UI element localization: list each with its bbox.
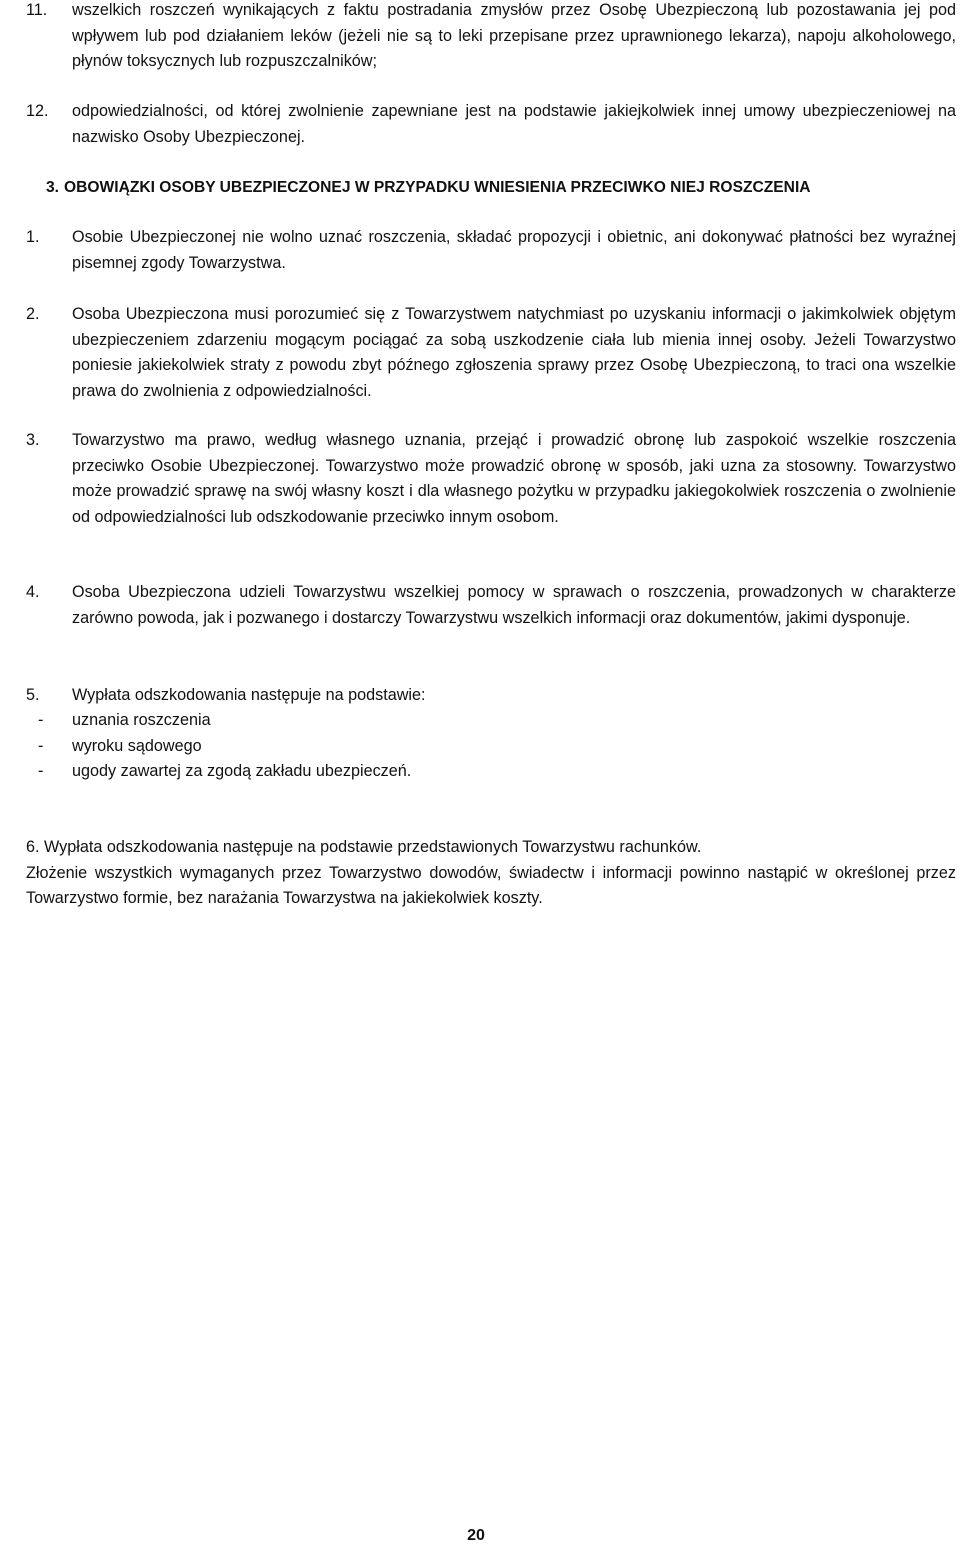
item-number: 5.: [26, 686, 40, 704]
exclusion-item-11: [26, 0, 956, 75]
item-number: 1.: [26, 228, 40, 246]
list-item: [38, 734, 638, 760]
item-number: 3.: [26, 431, 40, 449]
item-text: Towarzystwo ma prawo, według własnego uznania, przejąć i prowadzić obronę lub zaspokoić wszelkie roszczenia przeciwko Osobie Ubezpieczonej. Towarzystwo może prowadzić obronę w sposób, jaki uzna za stosowny. Towarzystwo może prowadzić sprawę na swój własny koszt i dla własnego pożytku w przypadku jakiegokolwiek roszczenia o zwolnienie od odpowiedzialności lub odszkodowanie przeciwko innym osobom.: [72, 431, 956, 526]
payment-basis-list: [38, 708, 638, 785]
exclusion-item-12: [26, 99, 956, 150]
item-text: Wypłata odszkodowania następuje na podstawie:: [72, 686, 426, 704]
list-item-text: uznania roszczenia: [72, 711, 211, 729]
final-line-2: Złożenie wszystkich wymaganych przez Towarzystwo dowodów, świadectw i informacji powinno nastąpić w określonej przez Towarzystwo formie, bez narażania Towarzystwa na jakiekolwiek koszty.: [26, 863, 956, 907]
item-text: wszelkich roszczeń wynikających z faktu postradania zmysłów przez Osobę Ubezpieczoną lub pozostawania jej pod wpływem lub pod działaniem leków (jeżeli nie są to leki przepisane przez uprawnionego lekarza), napoju alkoholowego, płynów toksycznych lub rozpuszczalników;: [72, 1, 956, 70]
duty-item-5: [26, 683, 956, 709]
item-number: 12.: [26, 102, 49, 120]
list-dash: -: [38, 762, 44, 780]
page-number: 20: [467, 1527, 485, 1544]
section-heading: [46, 176, 960, 200]
list-item: [38, 759, 638, 785]
item-text: Osoba Ubezpieczona musi porozumieć się z Towarzystwem natychmiast po uzyskaniu informacji o jakimkolwiek objętym ubezpieczeniem zdarzeniu mogącym pociągać za sobą uszkodzenie ciała lub mienia innej osoby. Jeżeli Towarzystwo poniesie jakiekolwiek straty z powodu zbyt późnego zgłoszenia sprawy przez Osobę Ubezpieczoną, to traci ona wszelkie prawa do zwolnienia z odpowiedzialności.: [72, 305, 956, 400]
duty-item-4: [26, 580, 956, 631]
section-number: 3.: [46, 179, 60, 196]
duty-item-2: [26, 302, 956, 404]
duty-item-3: [26, 428, 956, 530]
section-title: OBOWIĄZKI OSOBY UBEZPIECZONEJ W PRZYPADKU WNIESIENIA PRZECIWKO NIEJ ROSZCZENIA: [64, 179, 811, 196]
item-text: odpowiedzialności, od której zwolnienie zapewniane jest na podstawie jakiejkolwiek innej umowy ubezpieczeniowej na nazwisko Osoby Ubezpieczonej.: [72, 102, 956, 146]
list-dash: -: [38, 711, 44, 729]
item-number: 11.: [26, 1, 48, 19]
item-number: 2.: [26, 305, 40, 323]
item-number: 4.: [26, 583, 40, 601]
list-item: [38, 708, 638, 734]
final-line-1: 6. Wypłata odszkodowania następuje na podstawie przedstawionych Towarzystwu rachunków.: [26, 838, 702, 856]
list-dash: -: [38, 736, 44, 755]
item-text: Osobie Ubezpieczonej nie wolno uznać roszczenia, składać propozycji i obietnic, ani dokonywać płatności bez wyraźnej pisemnej zgody Towarzystwa.: [72, 228, 956, 272]
list-item-text: ugody zawartej za zgodą zakładu ubezpieczeń.: [72, 762, 412, 780]
final-paragraph: [26, 835, 956, 912]
item-text: Osoba Ubezpieczona udzieli Towarzystwu wszelkiej pomocy w sprawach o roszczenia, prowadzonych w charakterze zarówno powoda, jak i pozwanego i dostarczy Towarzystwu wszelkich informacji oraz dokumentów, jakimi dysponuje.: [72, 583, 956, 627]
duty-item-1: [26, 225, 956, 276]
list-item-text: wyroku sądowego: [72, 736, 202, 755]
